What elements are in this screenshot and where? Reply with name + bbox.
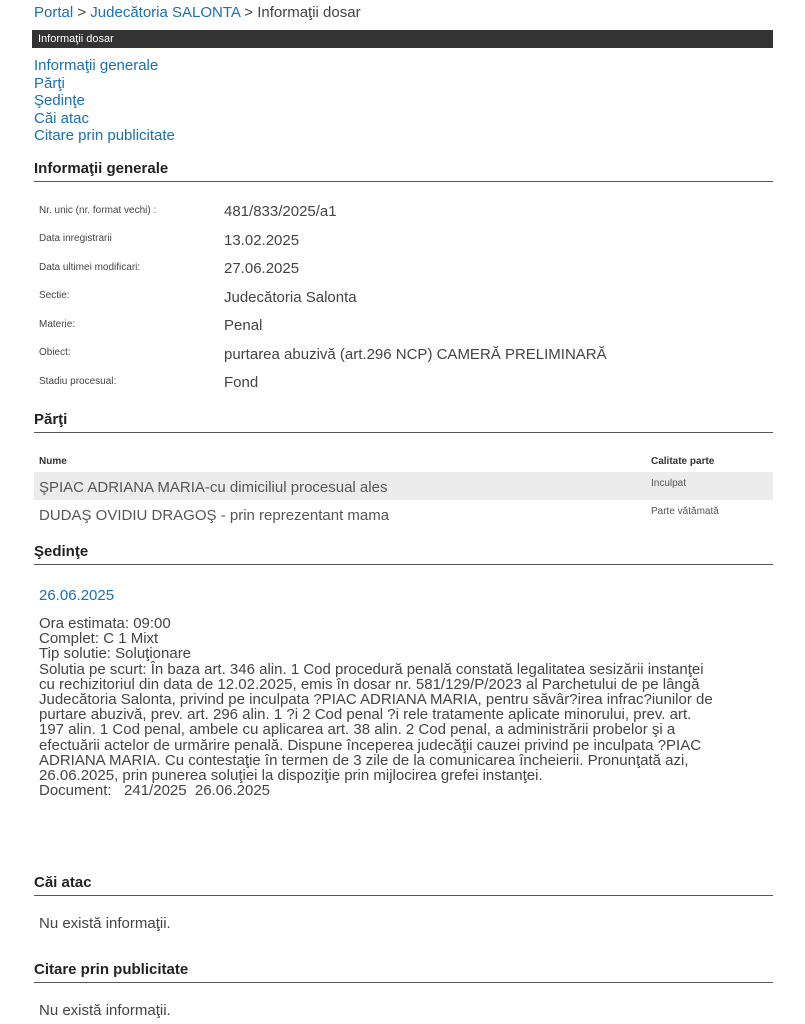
citation-empty-message: Nu există informaţii.: [39, 1002, 171, 1019]
field-value-registration-date: 13.02.2025: [224, 232, 300, 249]
hearing-solution-text: Solutia pe scurt: În baza art. 346 alin. 1 Cod procedură penală constată legalitatea sesizării instanţei: [39, 660, 704, 678]
field-value-section: Judecătoria Salonta: [224, 289, 357, 306]
field-label-case-number: Nr. unic (nr. format vechi) :: [39, 205, 157, 216]
party-role: Inculpat: [651, 478, 687, 489]
nav-link-parties[interactable]: Părţi: [34, 74, 65, 92]
section-title-parties: Părţi: [34, 411, 773, 433]
hearing-solution-text: efectuării actelor de urmărire penală. Dispune începerea judecăţii cauzei privind pe inculpata ?PIAC: [39, 736, 702, 754]
field-label-last-modified: Data ultimei modificari:: [39, 262, 141, 273]
hearing-document: Document: 241/2025 26.06.2025: [39, 782, 271, 800]
hearing-panel: Complet: C 1 Mixt: [39, 630, 159, 648]
parties-header-name: Nume: [39, 456, 67, 467]
nav-link-appeals[interactable]: Căi atac: [34, 109, 90, 127]
hearing-solution-text: ADRIANA MARIA. Cu contestaţie în termen de 3 zile de la comunicarea încheierii. Pronunţată azi,: [39, 751, 689, 769]
breadcrumb: [34, 4, 361, 21]
field-label-section: Sectie:: [39, 290, 70, 301]
field-value-case-number: 481/833/2025/a1: [224, 203, 337, 220]
field-value-procedural-stage: Fond: [224, 374, 259, 391]
hearing-solution-type: Tip solutie: Soluţionare: [39, 645, 192, 663]
appeals-empty-message: Nu există informaţii.: [39, 915, 171, 932]
field-value-object: purtarea abuzivă (art.296 NCP) CAMERĂ PRELIMINARĂ: [224, 346, 607, 363]
breadcrumb-separator: >: [244, 4, 254, 21]
section-nav: [34, 57, 175, 145]
field-value-matter: Penal: [224, 317, 263, 334]
hearing-estimated-time: Ora estimata: 09:00: [39, 615, 171, 632]
breadcrumb-current: Informaţii dosar: [257, 4, 361, 21]
hearing-date: 26.06.2025: [39, 587, 115, 604]
parties-header-role: Calitate parte: [651, 456, 715, 467]
field-label-procedural-stage: Stadiu procesual:: [39, 376, 117, 387]
nav-link-general-info[interactable]: Informaţii generale: [34, 57, 159, 74]
section-title-appeals: Căi atac: [34, 874, 773, 896]
field-label-registration-date: Data inregistrarii: [39, 233, 112, 244]
breadcrumb-court-link[interactable]: Judecătoria SALONTA: [90, 4, 241, 21]
hearing-solution-text: purtare abuzivă, prev. art. 296 alin. 1 ?i 2 Cod penal ?i rele tratamente aplicate minorului, prev. art.: [39, 706, 692, 724]
field-label-matter: Materie:: [39, 319, 76, 330]
hearing-solution-text: cu rechizitoriul din data de 12.02.2025, emis în dosar nr. 581/129/P/2023 al Parchetului de pe lângă: [39, 675, 700, 693]
hearing-solution-text: 26.06.2025, prin punerea soluţiei la dispoziţie prin mijlocirea grefei instanţei.: [39, 767, 543, 785]
page-title-bar: Informaţii dosar: [32, 30, 773, 48]
hearing-solution-text: 197 alin. 1 Cod penal, ambele cu aplicarea art. 38 alin. 2 Cod penal, a administrării probelor şi a: [39, 721, 676, 739]
section-title-public-citation: Citare prin publicitate: [34, 961, 773, 983]
field-label-object: Obiect:: [39, 347, 71, 358]
breadcrumb-separator: >: [77, 4, 87, 21]
hearing-details: [39, 616, 769, 798]
party-name: ŞPIAC ADRIANA MARIA-cu dimiciliul procesual ales: [39, 479, 388, 496]
breadcrumb-portal-link[interactable]: Portal: [34, 4, 74, 21]
nav-link-public-citation[interactable]: Citare prin publicitate: [34, 127, 175, 144]
nav-link-hearings[interactable]: Şedinţe: [34, 92, 85, 109]
party-role: Parte vătămată: [651, 506, 719, 517]
party-name: DUDAŞ OVIDIU DRAGOŞ - prin reprezentant mama: [39, 507, 390, 524]
hearing-solution-text: Judecătoria Salonta, privind pe inculpata ?PIAC ADRIANA MARIA, pentru săvâr?irea infrac?iunilor de: [39, 691, 713, 709]
section-title-general-info: Informaţii generale: [34, 160, 773, 182]
section-title-hearings: Şedinţe: [34, 543, 773, 565]
field-value-last-modified: 27.06.2025: [224, 260, 300, 277]
